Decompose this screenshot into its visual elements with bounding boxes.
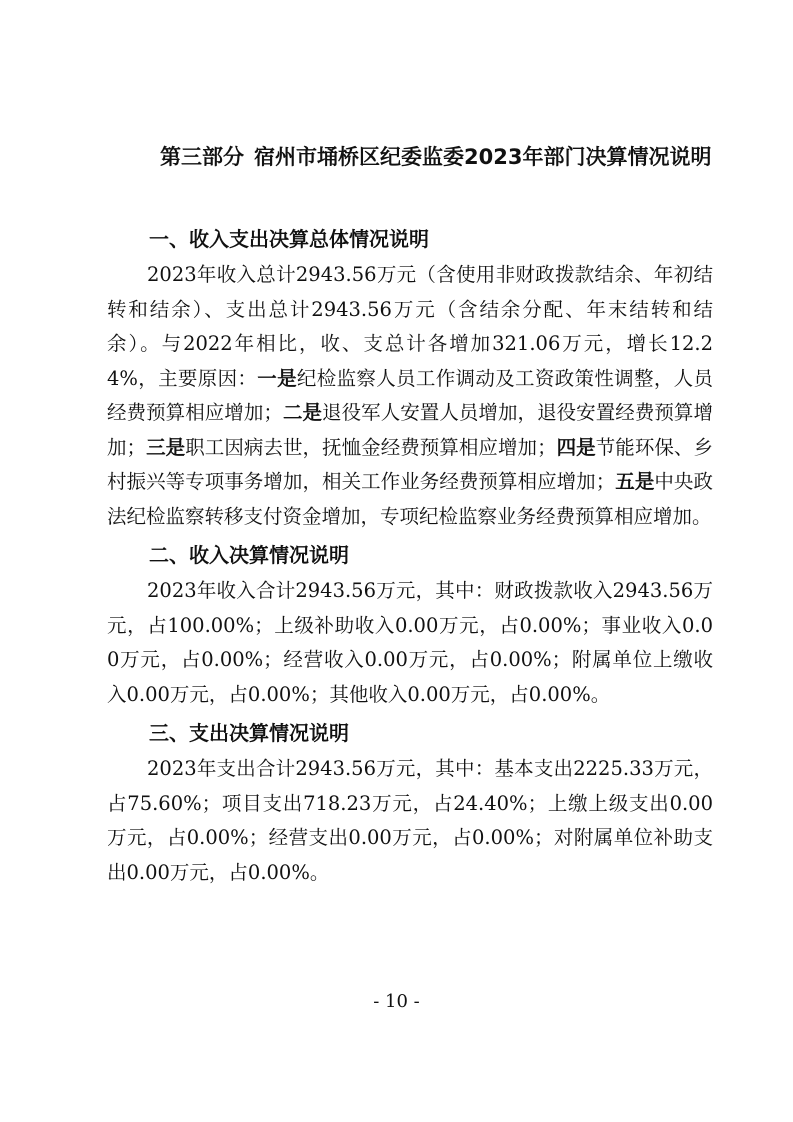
section-heading-income: 二、收入决算情况说明 — [149, 543, 349, 567]
reason-label-4: 四是 — [556, 435, 596, 459]
page-number: - 10 - — [373, 991, 420, 1012]
reason-label-2: 二是 — [282, 401, 323, 424]
page-title — [160, 142, 760, 172]
section-heading-overview: 一、收入支出决算总体情况说明 — [149, 227, 429, 251]
reason-label-1: 一是 — [257, 366, 297, 390]
document-body — [107, 218, 713, 890]
reason-label-3: 三是 — [146, 435, 186, 459]
section-paragraph-income: 2023年收入合计2943.56万元，其中：财政拨款收入2943.56万元，占100.00%；上级补助收入0.00万元，占0.00%；事业收入0.00万元，占0.00%；经营收入0.00万元，占0.00%；附属单位上缴收入0.00万元，占0.00%；其他收入0.00万元，占0.00%。 — [107, 579, 713, 706]
reason-text-5: 中央政法纪检监察转移支付资金增加，专项纪检监察业务经费预算相应增加。 — [107, 470, 713, 528]
section-paragraph-overview — [107, 258, 713, 534]
title-part-label: 第三部分 — [160, 145, 244, 169]
title-text: 宿州市埇桥区纪委监委2023年部门决算情况说明 — [254, 145, 712, 169]
reason-text-3: 职工因病去世，抚恤金经费预算相应增加； — [185, 435, 557, 459]
reason-label-5: 五是 — [615, 470, 655, 493]
reason-text-1: 纪检监察人员工作调动及工资政策性调整，人员经费预算相应增加； — [107, 366, 713, 424]
reason-text-2: 退役军人安置人员增加，退役安置经费预算增加； — [107, 401, 713, 459]
section-paragraph-expenditure: 2023年支出合计2943.56万元，其中：基本支出2225.33万元，占75.60%；项目支出718.23万元，占24.40%；上缴上级支出0.00万元，占0.00%；经营支出0.00万元，占0.00%；对附属单位补助支出0.00万元，占0.00%。 — [107, 757, 713, 884]
reason-text-4: 节能环保、乡村振兴等专项事务增加，相关工作业务经费预算相应增加； — [107, 435, 713, 493]
overview-intro-text: 2023年收入总计2943.56万元（含使用非财政拨款结余、年初结转和结余）、支出总计2943.56万元（含结余分配、年末结转和结余）。与2022年相比，收、支总计各增加321.06万元，增长12.24%，主要原因： — [107, 263, 713, 390]
section-heading-expenditure: 三、支出决算情况说明 — [149, 721, 349, 745]
